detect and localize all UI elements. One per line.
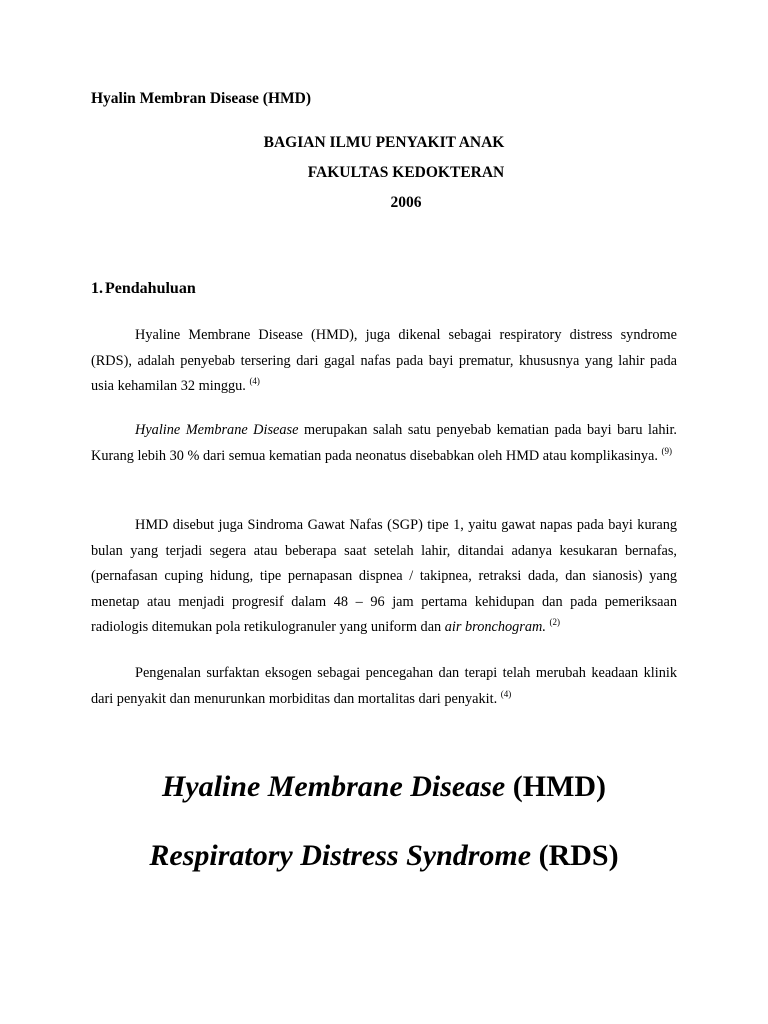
paragraph-2-italic-lead: Hyaline Membrane Disease xyxy=(135,422,299,438)
section-number: 1. xyxy=(91,280,103,297)
paragraph-2 xyxy=(91,418,677,469)
paragraph-3 xyxy=(91,513,677,641)
paragraph-4-text: Pengenalan surfaktan eksogen sebagai pencegahan dan terapi telah merubah keadaan klinik dari penyakit dan menurunkan morbiditas dan mortalitas dari penyakit. xyxy=(91,665,677,707)
paragraph-4 xyxy=(91,661,677,712)
big-title-rds-abbrev: (RDS) xyxy=(531,839,619,872)
big-title-hmd-italic: Hyaline Membrane Disease xyxy=(161,770,506,803)
paragraph-3-italic-tail: air bronchogram. xyxy=(444,619,546,636)
section-heading xyxy=(91,280,196,298)
paragraph-3-reference: (2) xyxy=(549,617,560,628)
document-title: Hyalin Membran Disease (HMD) xyxy=(91,90,311,107)
paragraph-1 xyxy=(91,323,677,400)
paragraph-4-reference: (4) xyxy=(500,688,512,699)
section-title: Pendahuluan xyxy=(105,280,196,297)
paragraph-1-text: Hyaline Membrane Disease (HMD), juga dikenal sebagai respiratory distress syndrome (RDS), adalah penyebab tersering dari gagal nafas pada bayi prematur, khususnya yang lahir pada usia kehamilan 32 minggu. xyxy=(91,327,677,395)
institution-header xyxy=(0,128,768,218)
header-year: 2006 xyxy=(390,194,422,211)
big-title-hmd xyxy=(0,770,768,804)
big-title-rds-italic: Respiratory Distress Syndrome xyxy=(149,839,532,872)
paragraph-3-text: HMD disebut juga Sindroma Gawat Nafas (SGP) tipe 1, yaitu gawat napas pada bayi kurang bulan yang terjadi segera atau beberapa saat setelah lahir, ditandai adanya kesukaran bernafas, (pernafasan cuping hidung, tipe pernapasan dispnea / takipnea, retraksi dada, dan sianosis) yang menetap atau menjadi progresif dalam 48 – 96 jam pertama kehidupan dan pada pemeriksaan radiologis ditemukan pola retikulogranuler yang uniform dan xyxy=(91,517,677,636)
paragraph-1-reference: (4) xyxy=(249,376,260,387)
header-faculty: FAKULTAS KEDOKTERAN xyxy=(307,164,505,181)
header-department: BAGIAN ILMU PENYAKIT ANAK xyxy=(263,134,505,151)
big-title-rds xyxy=(0,839,768,873)
big-title-hmd-abbrev: (HMD) xyxy=(505,770,607,803)
paragraph-2-reference: (9) xyxy=(661,445,673,456)
paragraph-2-text: merupakan salah satu penyebab kematian pada bayi baru lahir. Kurang lebih 30 % dari semua kematian pada neonatus disebabkan oleh HMD atau komplikasinya. xyxy=(91,422,677,464)
